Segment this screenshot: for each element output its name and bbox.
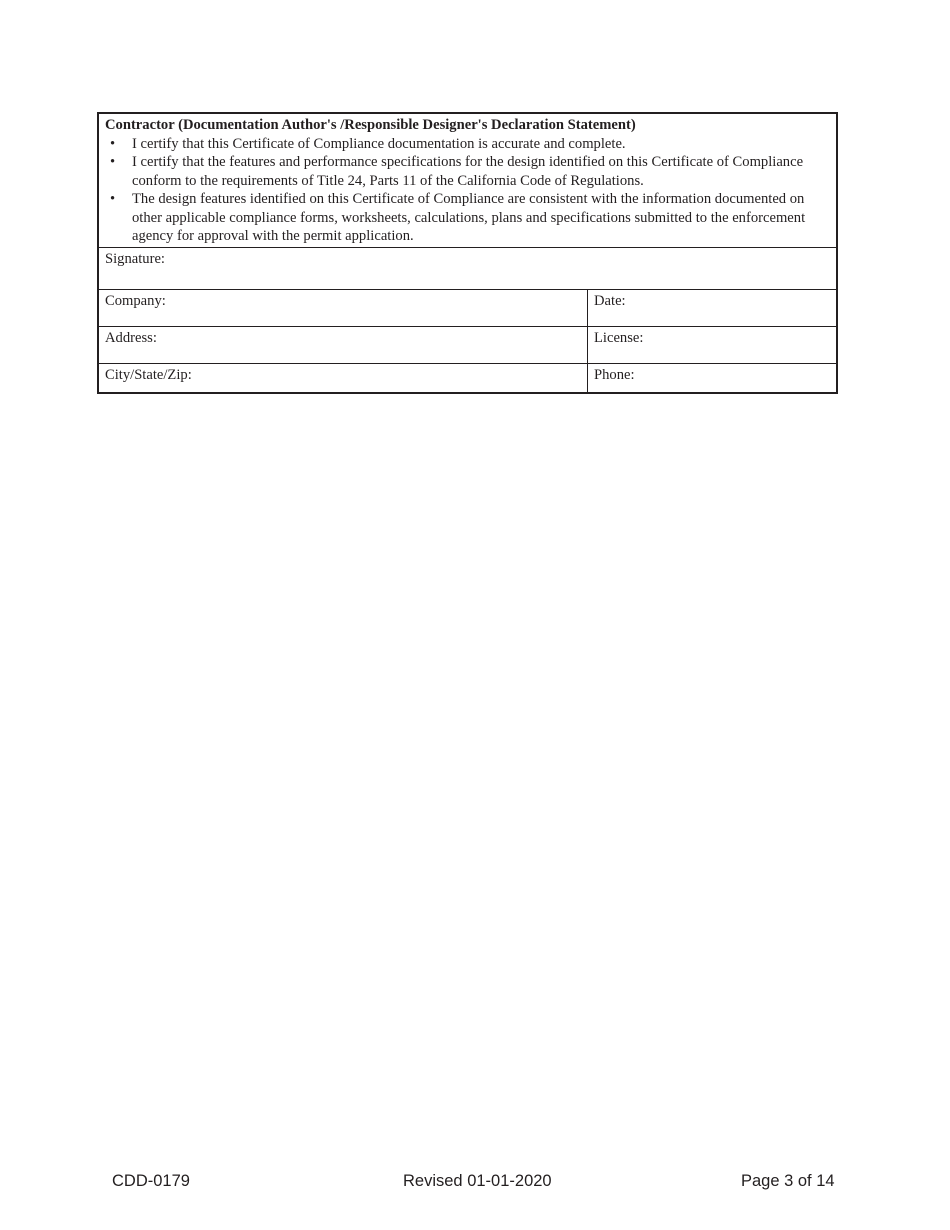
declaration-title: Contractor (Documentation Author's /Responsible Designer's Declaration Statement) xyxy=(105,117,636,133)
revision-date: Revised 01-01-2020 xyxy=(403,1172,552,1190)
company-field[interactable] xyxy=(99,290,588,326)
city-state-zip-label: City/State/Zip: xyxy=(105,366,192,383)
signature-field[interactable] xyxy=(99,248,836,289)
city-row xyxy=(99,363,836,392)
date-field[interactable] xyxy=(588,290,836,326)
declaration-statement xyxy=(105,190,830,246)
signature-label: Signature: xyxy=(105,250,165,267)
form-number: CDD-0179 xyxy=(112,1172,190,1190)
statement-text: I certify that the features and performance specifications for the design identified on this Certificate of Compliance conform to the requirements of Title 24, Parts 11 of the California Code of Regulations. xyxy=(132,154,804,189)
date-label: Date: xyxy=(594,292,626,309)
license-field[interactable] xyxy=(588,327,836,363)
phone-label: Phone: xyxy=(594,366,635,383)
statement-text: I certify that this Certificate of Compliance documentation is accurate and complete. xyxy=(132,135,626,152)
declaration-form xyxy=(97,112,838,394)
bullet-icon: • xyxy=(110,191,116,207)
declaration-statement xyxy=(105,135,830,154)
address-row xyxy=(99,326,836,363)
statement-text: The design features identified on this Certificate of Compliance are consistent with the information documented on other applicable compliance forms, worksheets, calculations, plans and specifications submitted to the enforcement agency for approval with the permit application. xyxy=(132,191,806,244)
page-number: Page 3 of 14 xyxy=(741,1172,835,1190)
declaration-statement xyxy=(105,153,830,190)
signature-row xyxy=(99,247,836,289)
bullet-icon: • xyxy=(110,135,116,152)
company-label: Company: xyxy=(105,292,166,309)
city-state-zip-field[interactable] xyxy=(99,364,588,392)
bullet-icon: • xyxy=(110,154,116,170)
company-row xyxy=(99,289,836,326)
address-label: Address: xyxy=(105,329,157,346)
phone-field[interactable] xyxy=(588,364,836,392)
declaration-section xyxy=(99,114,836,247)
declaration-statements xyxy=(105,135,830,246)
license-label: License: xyxy=(594,329,644,346)
address-field[interactable] xyxy=(99,327,588,363)
